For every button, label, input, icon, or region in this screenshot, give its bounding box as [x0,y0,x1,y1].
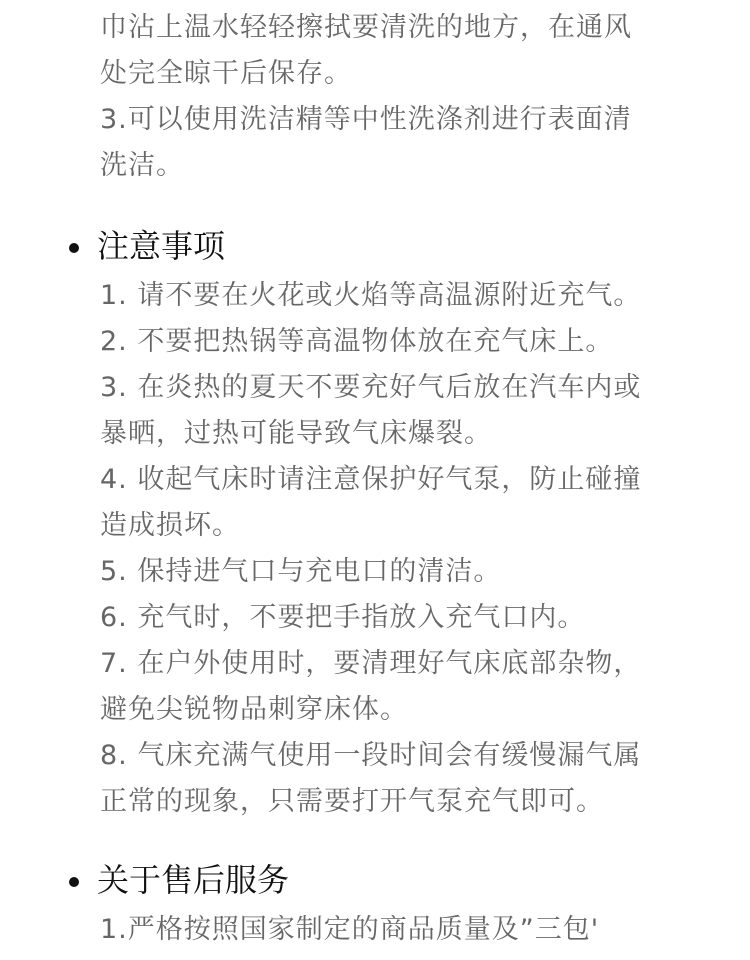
section-heading [0,223,750,273]
precautions-section [0,223,750,825]
list-item: 1.严格按照国家制定的商品质量及”三包' [100,914,600,945]
bullet-icon [69,877,79,887]
after-sales-heading: 关于售后服务 [97,861,290,899]
text-line: 处完全晾干后保存。 [100,58,352,89]
text-line: 3.可以使用洗洁精等中性洗涤剂进行表面清 [100,104,632,135]
list-item: 7. 在户外使用时，要清理好气床底部杂物， [100,648,642,679]
text-line: 洗洁。 [100,150,184,181]
list-item: 8. 气床充满气使用一段时间会有缓慢漏气属 [100,740,642,771]
list-item: 1. 请不要在火花或火焰等高温源附近充气。 [100,280,642,311]
after-sales-list [0,907,750,953]
bullet-icon [69,243,79,253]
list-item: 3. 在炎热的夏天不要充好气后放在汽车内或 [100,372,642,403]
list-item: 避免尖锐物品刺穿床体。 [100,694,408,725]
list-item: 6. 充气时，不要把手指放入充气口内。 [100,602,586,633]
precautions-heading: 注意事项 [97,227,226,265]
section-heading [0,857,750,907]
list-item: 造成损坏。 [100,510,240,541]
list-item: 5. 保持进气口与充电口的清洁。 [100,556,502,587]
precautions-list [0,273,750,825]
list-item: 正常的现象，只需要打开气泵充气即可。 [100,786,604,817]
list-item: 暴晒，过热可能导致气床爆裂。 [100,418,492,449]
text-line: 巾沾上温水轻轻擦拭要清洗的地方，在通风 [100,12,632,43]
list-item: 4. 收起气床时请注意保护好气泵，防止碰撞 [100,464,642,495]
after-sales-section [0,857,750,953]
list-item: 2. 不要把热锅等高温物体放在充气床上。 [100,326,614,357]
cleaning-instructions-continued [100,5,632,189]
